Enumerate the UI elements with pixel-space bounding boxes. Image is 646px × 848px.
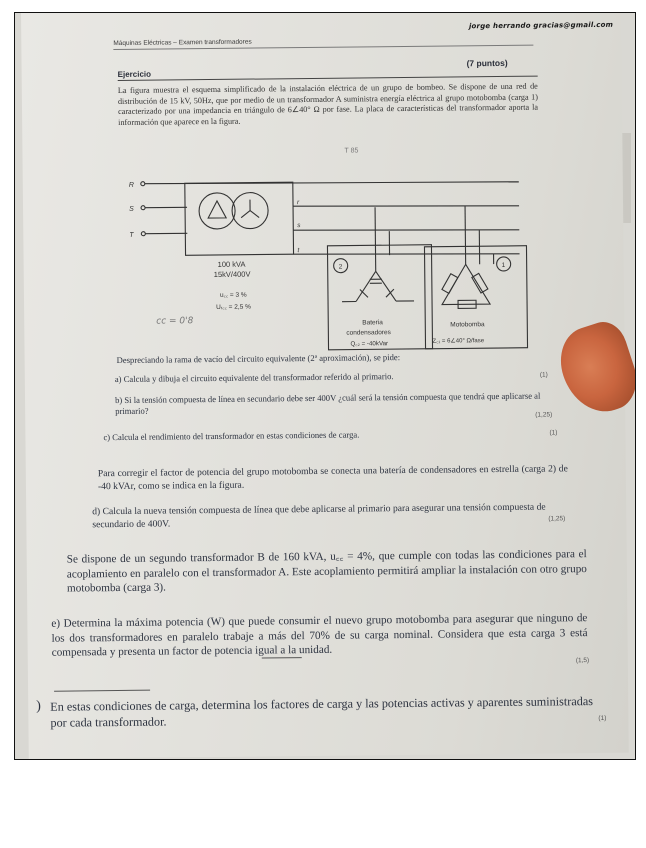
pencil-underline-1 xyxy=(262,657,302,658)
s-label: s xyxy=(297,222,301,230)
line-s-secondary xyxy=(293,204,519,208)
question-d: d) Calcula la nueva tensión compuesta de línea que debe aplicarse al primario para asegurar una tensión compuesta de secundario de 400V. xyxy=(92,501,546,530)
question-lead: Despreciando la rama de vacío del circuito equivalente (2ª aproximación), se pide: xyxy=(116,352,401,366)
question-c: c) Calcula el rendimiento del transformador en estas condiciones de carga. xyxy=(103,429,360,443)
exam-sheet xyxy=(21,12,629,759)
question-f-points: (1) xyxy=(598,714,607,722)
phase-t-label: T xyxy=(129,231,134,239)
capacitor-paragraph: Para corregir el factor de potencia del grupo motobomba se conecta una batería de condensadores en estrella (carga 2) de -40 kVAr, como se indica en la figura. xyxy=(97,463,568,492)
question-f: En estas condiciones de carga, determina los factores de carga y las potencias activas y aparentes suministradas por cada transformador. xyxy=(50,694,594,730)
question-a: a) Calcula y dibuja el circuito equivalente del transformador referido al primario. xyxy=(114,371,394,385)
intro-paragraph: La figura muestra el esquema simplificado de la instalación eléctrica de un grupo de bombeo. Se dispone de una red de distribución de 15 kV, 50Hz, que por medio de un transformador A suministra energía eléctrica al grupo motobomba (carga 1) caracterizado por una impedancia en triángulo de 6∠40° Ω por fase. La placa de características del transformador aporta la información que aparece en la figura. xyxy=(117,81,539,127)
exercise-rule xyxy=(118,76,538,81)
pencil-underline-2 xyxy=(54,690,150,692)
question-b: b) Si la tensión compuesta de línea en secundario debe ser 400V ¿cuál será la tensión compuesta que tendrá que aplicarse al primario? xyxy=(115,390,541,417)
trafo-ratio: 15kV/400V xyxy=(213,269,251,279)
photo-frame xyxy=(14,12,636,760)
load2-number: 2 xyxy=(338,263,343,271)
handwritten-email: jorge herrando gracias@gmail.com xyxy=(468,20,614,31)
question-f-marker: ) xyxy=(36,698,42,714)
line-t-secondary xyxy=(293,228,519,232)
exercise-label: Ejercicio xyxy=(117,69,152,79)
circuit-diagram xyxy=(127,158,549,362)
phase-s-label: S xyxy=(129,205,134,213)
trafo-rating: 100 kVA xyxy=(217,259,246,269)
points-total: (7 puntos) xyxy=(466,57,508,69)
r-label: r xyxy=(296,199,300,207)
ucc-value: u꜀꜀ = 3 % xyxy=(219,291,247,299)
question-e: e) Determina la máxima potencia (W) que puede consumir el nuevo grupo motobomba para asegurar que ninguno de los dos transformadores en paralelo trabaje a más del 70% de su carga nominal. Considera que esta carga 3 está compensada y presenta un factor de potencia igual a la unidad. xyxy=(51,612,588,659)
second-transformer-paragraph: Se dispone de un segundo transformador B de 160 kVA, u꜀꜀ = 4%, que cumple con todas las condiciones para el acoplamiento en paralelo con el transformador A. Este acoplamiento permitirá ampliar la instalación con otro grupo motobomba (carga 3). xyxy=(66,548,587,595)
question-d-points: (1,25) xyxy=(548,515,566,523)
phase-r-label: R xyxy=(128,181,134,189)
pencil-note: cc = 0'8 xyxy=(156,316,194,327)
primary-winding xyxy=(199,193,235,229)
urcc-value: Uᵣ꜀꜀ = 2,5 % xyxy=(216,303,251,311)
stamp-mark: T 85 xyxy=(344,147,359,155)
bank-q: Q꜀₂ = -40kVar xyxy=(350,340,389,348)
bank-title-2: condensadores xyxy=(346,329,391,337)
motor-z: Z꜀₁ = 6∠40° Ω/fase xyxy=(432,338,485,345)
question-b-points: (1,25) xyxy=(535,411,553,419)
load1-number: 1 xyxy=(501,261,506,269)
motor-load-box xyxy=(424,246,527,349)
bank-title-1: Bateria xyxy=(362,319,383,327)
motor-title: Motobomba xyxy=(450,321,485,329)
question-c-points: (1) xyxy=(549,429,558,437)
t-label: t xyxy=(297,247,300,255)
question-e-points: (1,5) xyxy=(575,657,590,665)
question-a-points: (1) xyxy=(539,371,548,379)
header-title: Máquinas Eléctricas – Examen transformadores xyxy=(113,38,252,48)
